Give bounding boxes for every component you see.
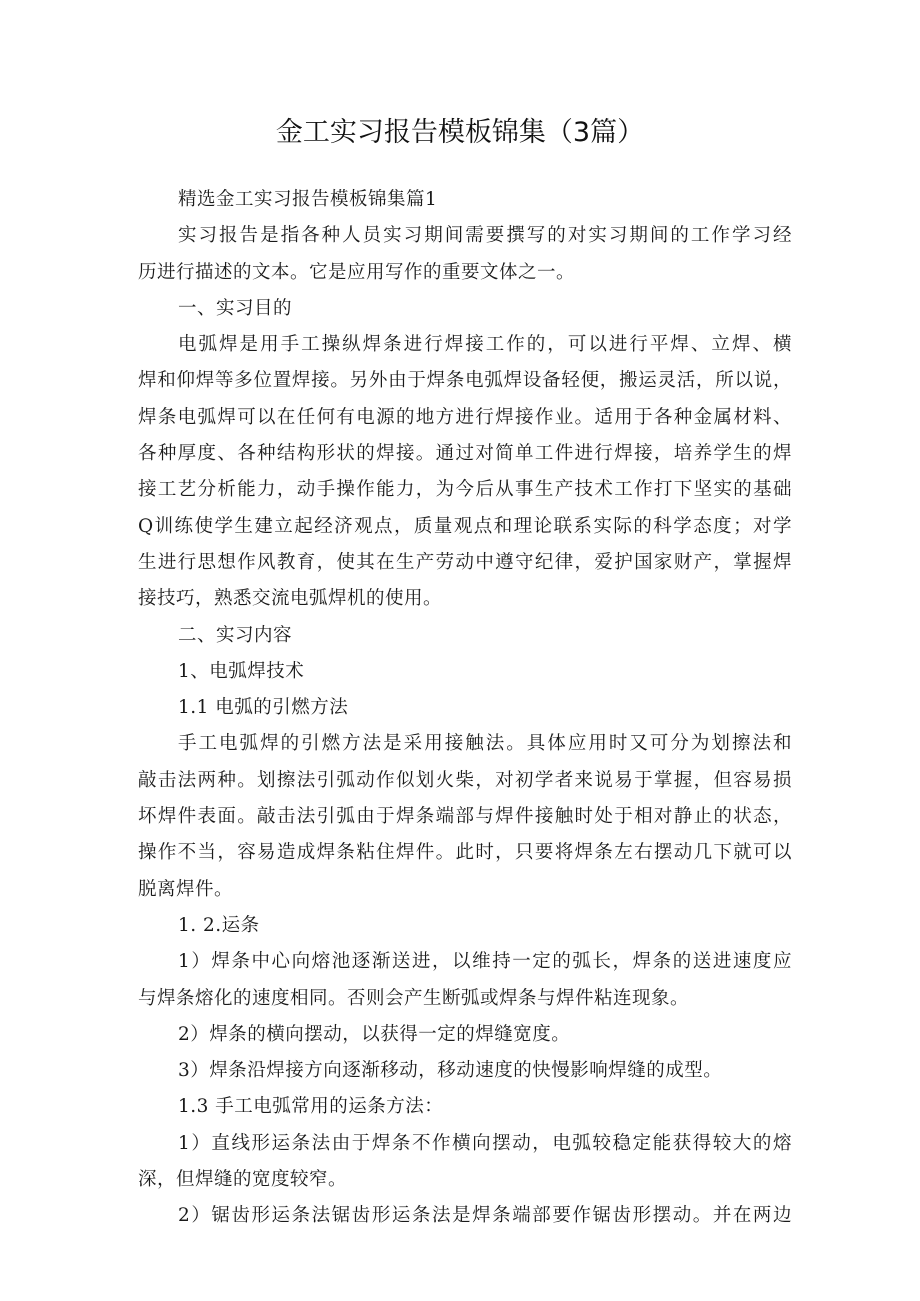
text-line: 脱离焊件。 (138, 878, 234, 900)
text-line: 接工艺分析能力，动手操作能力，为今后从事生产技术工作打下坚实的基础 (138, 479, 792, 501)
text-line: 坏焊件表面。敲击法引弧由于焊条端部与焊件接触时处于相对静止的状态， (138, 806, 792, 828)
text-line: 二、实习内容 (178, 624, 293, 646)
text-line: 1）焊条中心向熔池逐渐送进，以维持一定的弧长，焊条的送进速度应 (178, 951, 792, 973)
text-line: 接技巧，熟悉交流电弧焊机的使用。 (138, 588, 443, 610)
text-line: 焊条电弧焊可以在任何有电源的地方进行焊接作业。适用于各种金属材料、 (138, 406, 792, 428)
text-line: 各种厚度、各种结构形状的焊接。通过对简单工件进行焊接，培养学生的焊 (138, 443, 792, 465)
text-line: Q训练使学生建立起经济观点，质量观点和理论联系实际的科学态度；对学 (138, 515, 792, 537)
text-line: 一、实习目的 (178, 297, 293, 319)
text-line: 生进行思想作风教育，使其在生产劳动中遵守纪律，爱护国家财产，掌握焊 (138, 551, 792, 573)
document-body (138, 182, 792, 1235)
text-line: 3）焊条沿焊接方向逐渐移动，移动速度的快慢影响焊缝的成型。 (178, 1060, 723, 1082)
text-line: 操作不当，容易造成焊条粘住焊件。此时，只要将焊条左右摆动几下就可以 (138, 842, 792, 864)
text-line: 1、电弧焊技术 (178, 660, 305, 682)
text-line: 2）锯齿形运条法锯齿形运条法是焊条端部要作锯齿形摆动。并在两边 (178, 1205, 792, 1227)
text-line: 敲击法两种。划擦法引弧动作似划火柴，对初学者来说易于掌握，但容易损 (138, 769, 792, 791)
text-line: 1.3 手工电弧常用的运条方法： (178, 1096, 444, 1118)
text-line: 1.1 电弧的引燃方法 (178, 697, 349, 719)
document-title: 金工实习报告模板锦集（3篇） (275, 117, 645, 148)
text-line: 实习报告是指各种人员实习期间需要撰写的对实习期间的工作学习经 (178, 225, 792, 247)
text-line: 1. 2.运条 (178, 914, 260, 936)
text-line: 精选金工实习报告模板锦集篇1 (178, 189, 438, 210)
text-line: 历进行描述的文本。它是应用写作的重要文体之一。 (138, 261, 576, 283)
text-line: 与焊条熔化的速度相同。否则会产生断弧或焊条与焊件粘连现象。 (138, 987, 690, 1009)
text-line: 1）直线形运条法由于焊条不作横向摆动，电弧较稳定能获得较大的熔 (178, 1132, 792, 1154)
text-line: 手工电弧焊的引燃方法是采用接触法。具体应用时又可分为划擦法和 (178, 733, 792, 755)
text-line: 焊和仰焊等多位置焊接。另外由于焊条电弧焊设备轻便，搬运灵活，所以说， (138, 370, 792, 392)
text-line: 电弧焊是用手工操纵焊条进行焊接工作的，可以进行平焊、立焊、横 (178, 334, 792, 356)
text-line: 2）焊条的横向摆动，以获得一定的焊缝宽度。 (178, 1023, 571, 1045)
text-line: 深，但焊缝的宽度较窄。 (138, 1169, 348, 1191)
